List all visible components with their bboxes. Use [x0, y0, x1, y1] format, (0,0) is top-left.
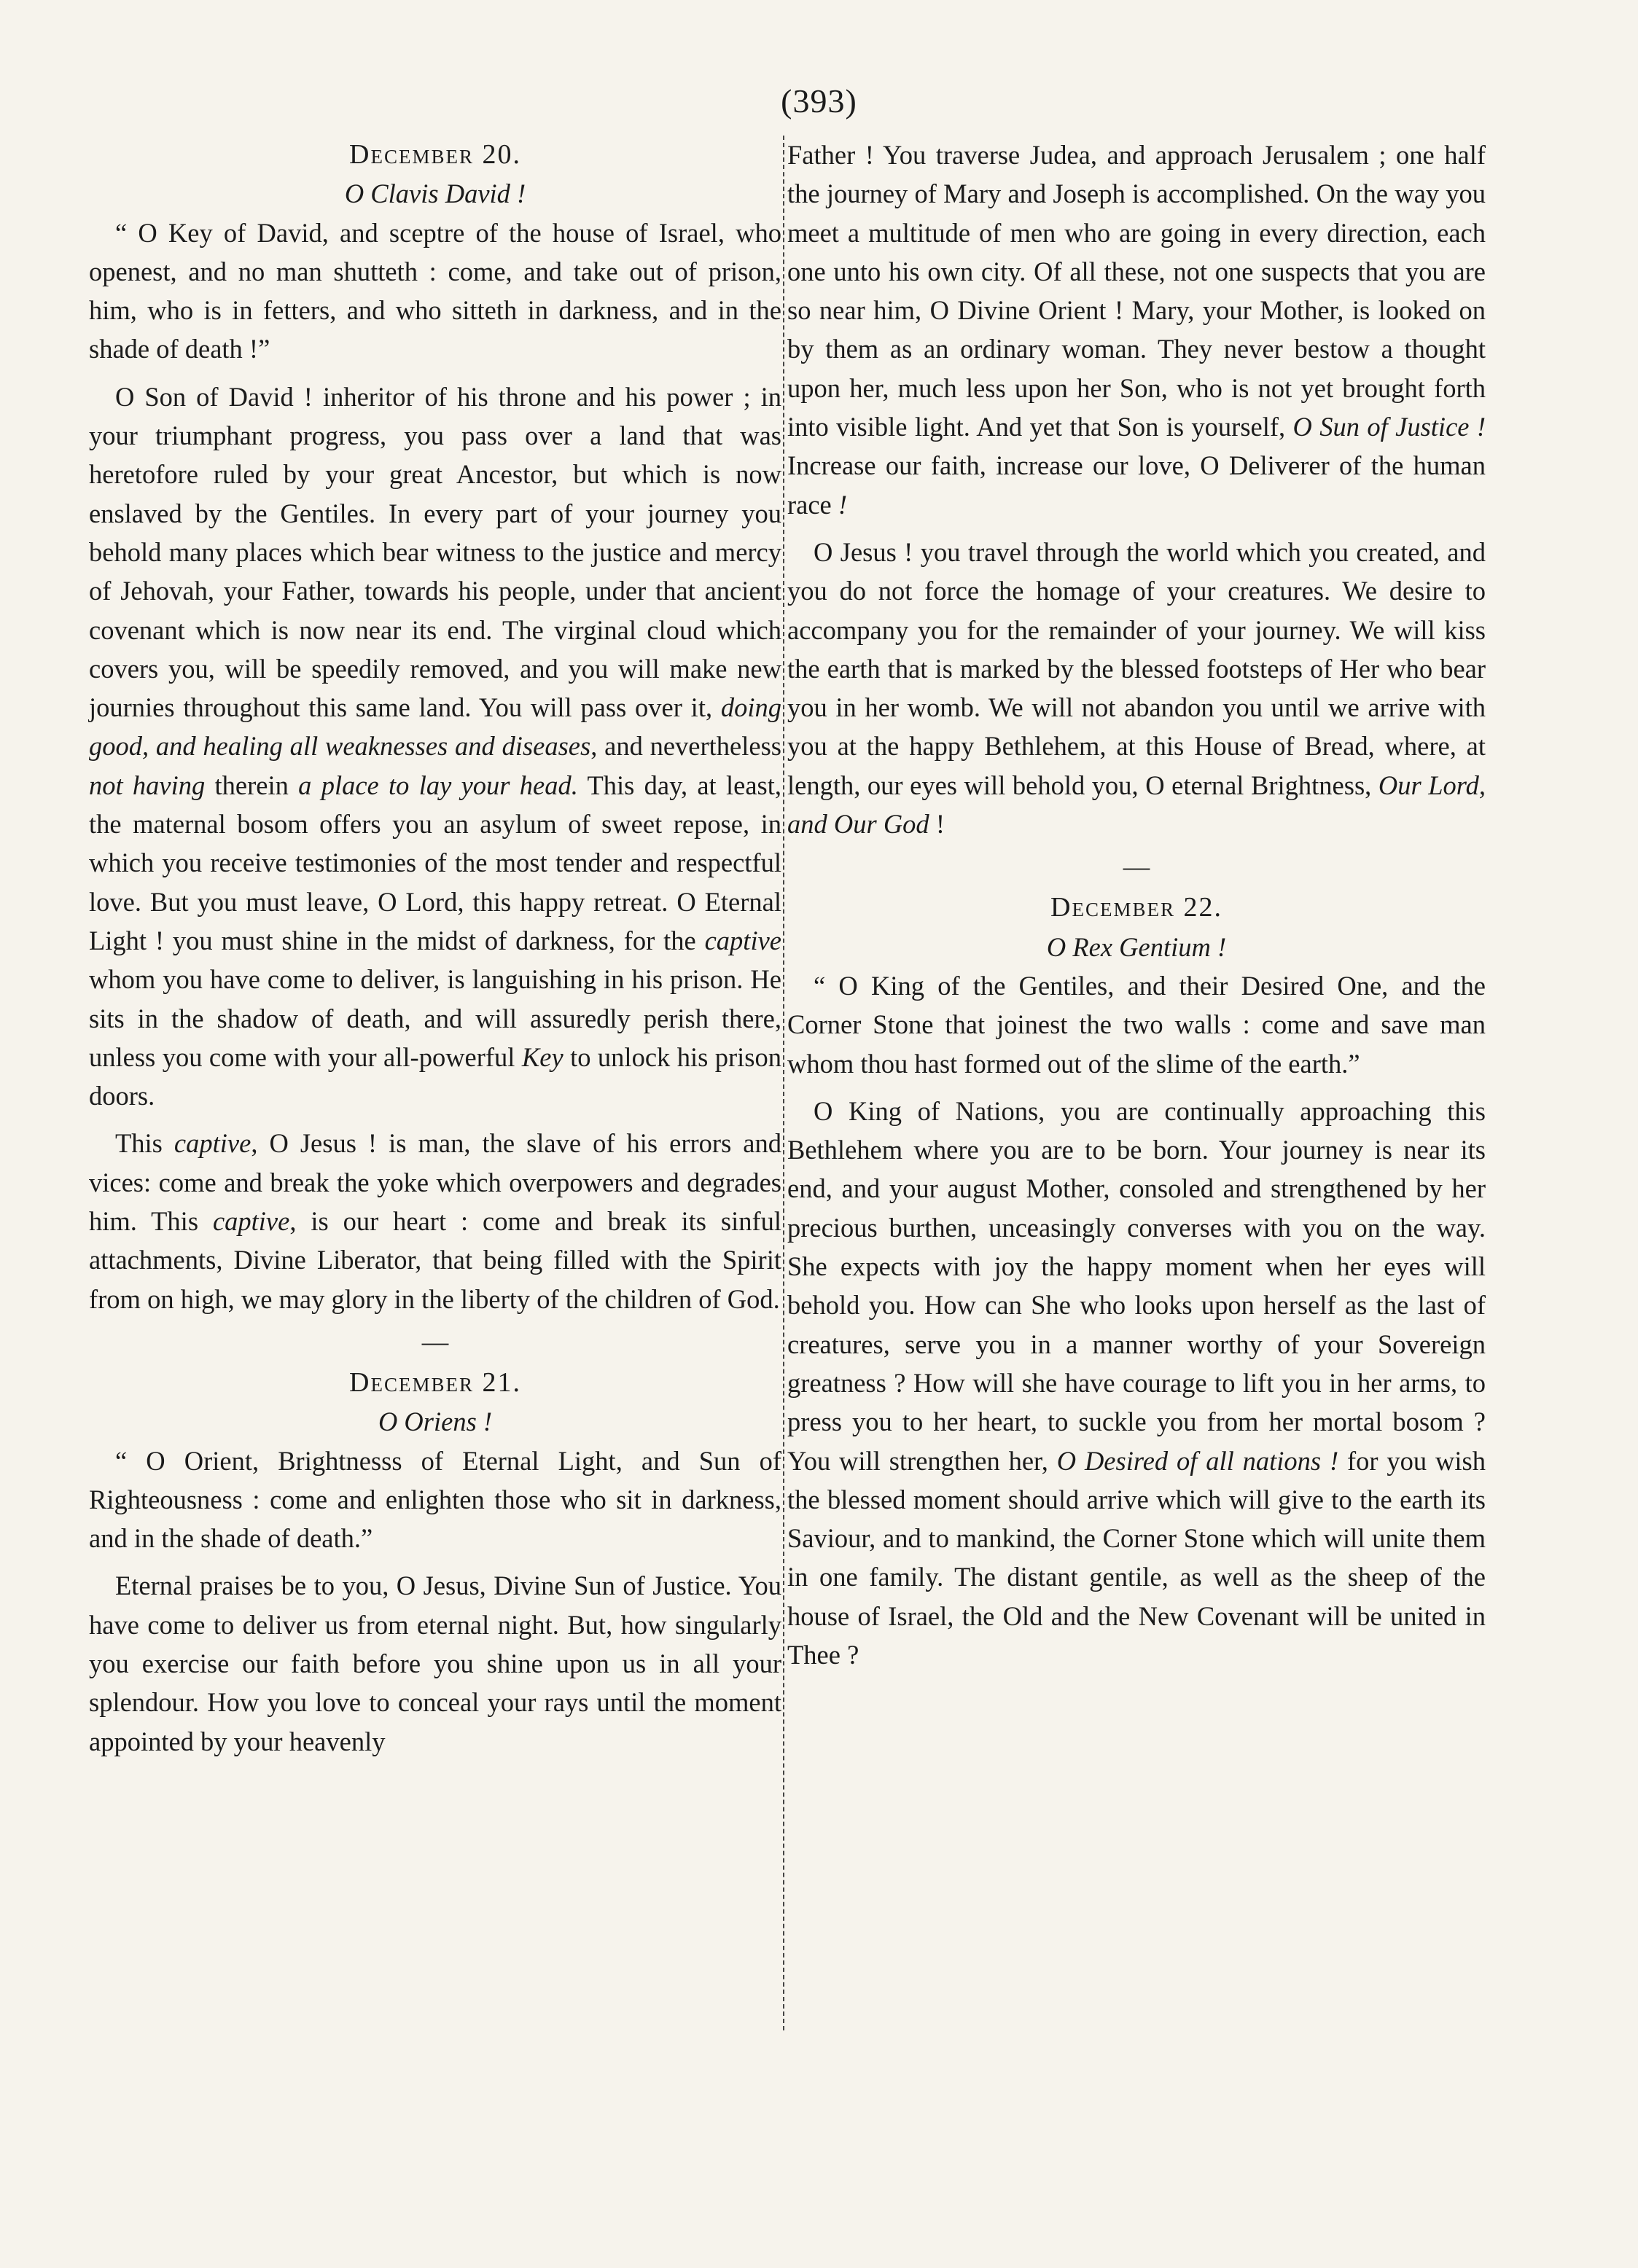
column-divider: [783, 136, 784, 2030]
dec20-antiphon: “ O Key of David, and sceptre of the house of Israel, who openest, and no man shutteth : come, and take out of prison, him, who is in fetters, and who sitteth in darkness, and in the shade of death !”: [89, 217, 781, 364]
dec20-paragraph-2: O Son of David ! inheritor of his throne and his power ; in your triumphant progress, you pass over a land that was heretofore ruled by your great Ancestor, but which is now enslaved by the Gentiles. In every part of your journey you behold many places which bear witness to the justice and mercy of Jehovah, your Father, towards his people, under that ancient covenant which is now near its end. The virginal cloud which covers you, will be speedily removed, and you will make new journies throughout this same land. You will pass over it, doing good, and healing all weaknesses and diseases, and nevertheless not having therein a place to lay your head. This day, at least, the maternal bosom offers you an asylum of sweet repose, in which you receive testimonies of the most tender and respectful love. But you must leave, O Lord, this happy retreat. O Eternal Light ! you must shine in the midst of darkness, for the captive whom you have come to deliver, is languishing in his prison. He sits in the shadow of death, and will assuredly perish there, unless you come with your all-powerful Key to unlock his prison doors.: [89, 381, 782, 1111]
right-column: [787, 136, 1486, 1683]
dec21-paragraph-3: O Jesus ! you travel through the world which you created, and you do not force the homage of your creatures. We desire to accompany you for the remainder of your journey. We will kiss the earth that is marked by the blessed footsteps of Her who bear you in her womb. We will not abandon you until we arrive with you at the happy Bethlehem, at this House of Bread, where, at length, our eyes will behold you, O eternal Brightness, Our Lord, and Our God !: [787, 536, 1486, 840]
dec22-antiphon: “ O King of the Gentiles, and their Desired One, and the Corner Stone that joinest the two walls : come and save man whom thou hast formed out of the slime of the earth.”: [787, 970, 1486, 1079]
section-separator: —: [421, 1326, 449, 1356]
left-column: [89, 136, 781, 1770]
dec20-heading: December 20.: [349, 139, 521, 170]
section-separator: —: [1123, 851, 1150, 882]
dec20-paragraph-3: This captive, O Jesus ! is man, the slave of his errors and vices: come and break the yoke which overpowers and degrades him. This captive, is our heart : come and break its sinful attachments, Divine Liberator, that being filled with the Spirit from on high, we may glory in the liberty of the children of God.: [89, 1128, 782, 1314]
dec22-subheading: O Rex Gentium !: [1046, 931, 1227, 962]
dec21-paragraph-2: Eternal praises be to you, O Jesus, Divine Sun of Justice. You have come to deliver us from eternal night. But, how singularly you exercise our faith before you shine upon us in all your splendour. How you love to conceal your rays until the moment appointed by your heavenly: [89, 1571, 781, 1756]
dec20-subheading: O Clavis David !: [344, 179, 526, 209]
dec22-heading: December 22.: [1050, 892, 1222, 923]
dec21-antiphon: “ O Orient, Brightnesss of Eternal Light, and Sun of Righteousness : come and enlighten those who sit in darkness, and in the shade of death.”: [89, 1445, 781, 1554]
dec21-subheading: O Oriens !: [378, 1407, 493, 1437]
page-number: (393): [781, 82, 857, 120]
dec22-paragraph-2: O King of Nations, you are continually approaching this Bethlehem where you are to be born. Your journey is near its end, and your august Mother, consoled and strengthened by her precious burthen, unceasingly converses with you on the way. She expects with joy the happy moment when her eyes will behold you. How can She who looks upon herself as the last of creatures, serve you in a manner worthy of your Sovereign greatness ? How will she have courage to lift you in her arms, to press you to her heart, to suckle you from her mortal bosom ? You will strengthen her, O Desired of all nations ! for you wish the blessed moment should arrive which will give to the earth its Saviour, and to mankind, the Corner Stone which will unite them in one family. The distant gentile, as well as the sheep of the house of Israel, the Old and the New Covenant will be united in Thee ?: [787, 1095, 1486, 1670]
dec21-continuation: Father ! You traverse Judea, and approach Jerusalem ; one half the journey of Mary and Joseph is accomplished. On the way you meet a multitude of men who are going in every direction, each one unto his own city. Of all these, not one suspects that you are so near him, O Divine Orient ! Mary, your Mother, is looked on by them as an ordinary woman. They never bestow a thought upon her, much less upon her Son, who is not yet brought forth into visible light. And yet that Son is yourself, O Sun of Justice ! Increase our faith, increase our love, O Deliverer of the human race !: [787, 140, 1486, 520]
dec21-heading: December 21.: [349, 1366, 521, 1398]
